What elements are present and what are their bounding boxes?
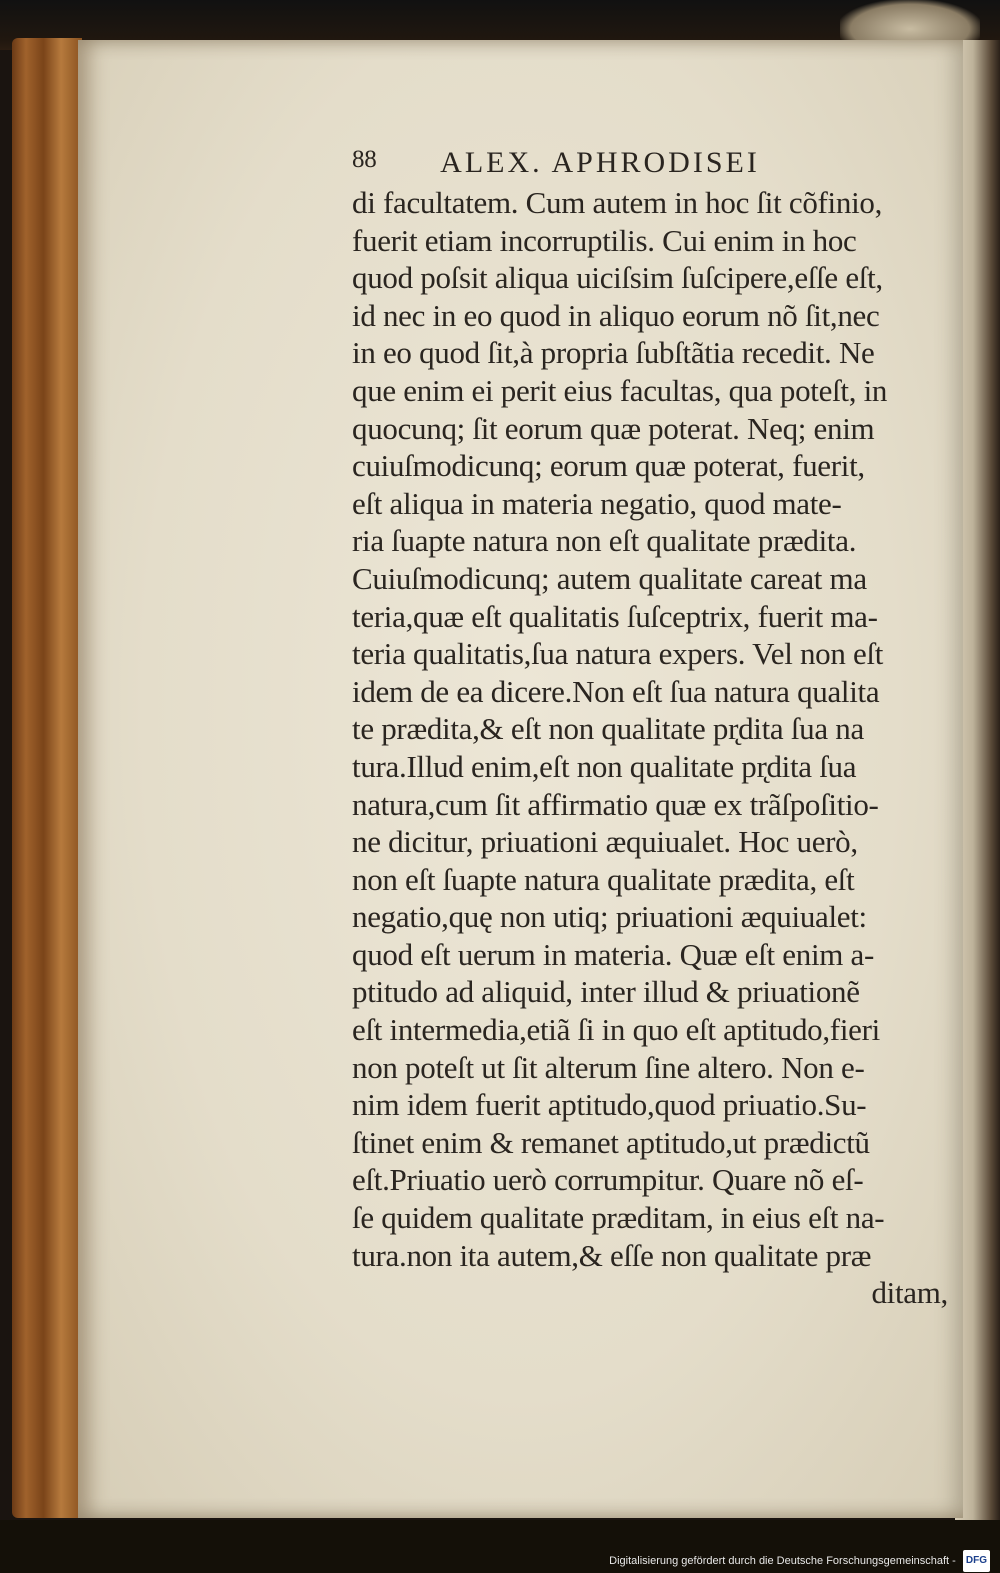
text-line: quod poſsit aliqua uiciſsim ſuſcipere,eſſe eſt, bbox=[352, 260, 883, 296]
text-line: id nec in eo quod in aliquo eorum nõ ſit,nec bbox=[352, 297, 880, 333]
text-line: que enim ei perit eius facultas, qua poteſt, in bbox=[352, 372, 888, 408]
digitization-credit bbox=[0, 1550, 990, 1570]
text-line: teria qualitatis,ſua natura expers. Vel non eſt bbox=[352, 636, 884, 672]
text-line: ria ſuapte natura non eſt qualitate prædita. bbox=[352, 523, 857, 559]
text-line: ne dicitur, priuationi æquiualet. Hoc uerò, bbox=[352, 824, 858, 860]
text-line: in eo quod ſit,à propria ſubſtãtia recedit. Ne bbox=[352, 335, 875, 371]
text-line: tura.non ita autem,& eſſe non qualitate præ bbox=[352, 1237, 872, 1273]
dfg-logo[interactable]: DFG bbox=[963, 1550, 990, 1572]
text-line: cuiuſmodicunq; eorum quæ poterat, fuerit, bbox=[352, 448, 865, 484]
text-line: natura,cum ſit affirmatio quæ ex trãſpoſitio- bbox=[352, 786, 879, 822]
text-line: teria,quæ eſt qualitatis ſuſceptrix, fuerit ma- bbox=[352, 598, 878, 634]
text-line: ſtinet enim & remanet aptitudo,ut prædictũ bbox=[352, 1124, 870, 1160]
text-line: fuerit etiam incorruptilis. Cui enim in hoc bbox=[352, 222, 857, 258]
text-line: ptitudo ad aliquid, inter illud & priuationẽ bbox=[352, 974, 860, 1010]
body-text bbox=[352, 184, 952, 1274]
text-line: quocunq; ſit eorum quæ poterat. Neq; enim bbox=[352, 410, 875, 446]
text-line: tura.Illud enim,eſt non qualitate pr̨dita ſua bbox=[352, 748, 857, 784]
text-line: quod eſt uerum in materia. Quæ eſt enim a- bbox=[352, 936, 874, 972]
book-page-edges bbox=[12, 38, 82, 1518]
text-line: idem de ea dicere.Non eſt ſua natura qualita bbox=[352, 673, 880, 709]
text-line: eſt intermedia,etiã ſi in quo eſt aptitudo,fieri bbox=[352, 1012, 880, 1048]
text-line: nim idem fuerit aptitudo,quod priuatio.Su- bbox=[352, 1087, 867, 1123]
text-line: non poteſt ut ſit alterum ſine altero. Non e- bbox=[352, 1049, 865, 1085]
text-line: negatio,quę non utiq; priuationi æquiualet: bbox=[352, 899, 867, 935]
text-line: ſe quidem qualitate præditam, in eius eſt na- bbox=[352, 1200, 885, 1236]
text-line: non eſt ſuapte natura qualitate prædita, eſt bbox=[352, 861, 855, 897]
text-line: eſt.Priuatio uerò corrumpitur. Quare nõ eſ- bbox=[352, 1162, 864, 1198]
catchword: ditam, bbox=[871, 1275, 948, 1311]
text-line: eſt aliqua in materia negatio, quod mate- bbox=[352, 485, 842, 521]
page-text-block bbox=[352, 146, 952, 1312]
page-number: 88 bbox=[352, 146, 377, 173]
credit-text: Digitalisierung gefördert durch die Deutsche Forschungsgemeinschaft - bbox=[609, 1555, 956, 1567]
page-header bbox=[352, 146, 952, 184]
text-line: te prædita,& eſt non qualitate pr̨dita ſua na bbox=[352, 711, 864, 747]
running-head: ALEX. APHRODISEI bbox=[440, 146, 760, 179]
text-line: Cuiuſmodicunq; autem qualitate careat ma bbox=[352, 560, 867, 596]
text-line: di facultatem. Cum autem in hoc ſit cõfinio, bbox=[352, 185, 883, 220]
